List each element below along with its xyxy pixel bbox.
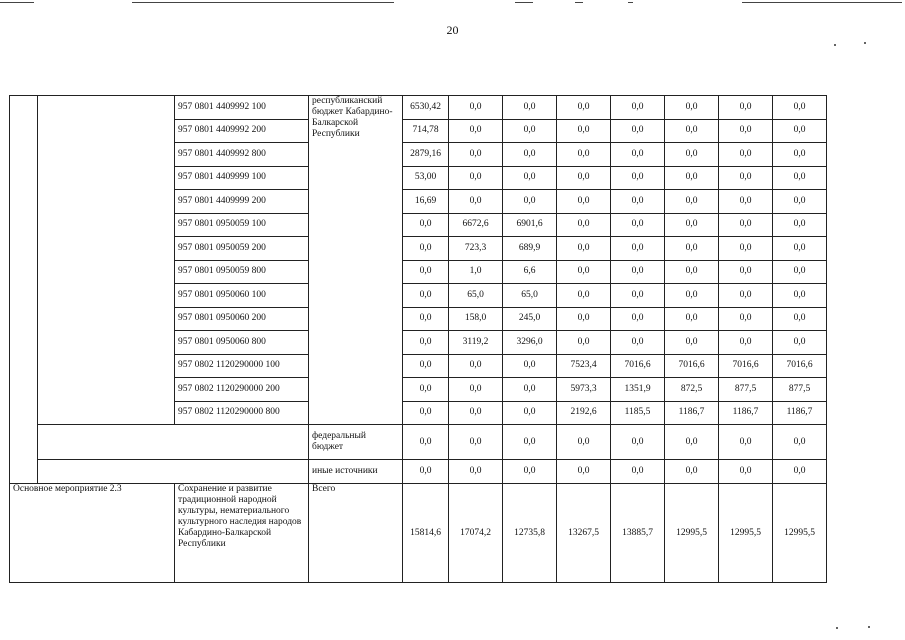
- value-cell: 0,0: [719, 460, 773, 484]
- value-cell: 17074,2: [449, 484, 503, 583]
- value-cell: 0,0: [557, 166, 611, 190]
- value-cell: 0,0: [449, 354, 503, 378]
- value-cell: 0,0: [611, 143, 665, 167]
- value-cell: 0,0: [403, 237, 449, 261]
- value-cell: 0,0: [773, 190, 827, 214]
- scan-speck: [864, 42, 866, 44]
- value-cell: 0,0: [557, 331, 611, 355]
- value-cell: 12995,5: [719, 484, 773, 583]
- value-cell: 877,5: [719, 378, 773, 402]
- value-cell: 12995,5: [665, 484, 719, 583]
- value-cell: 12735,8: [503, 484, 557, 583]
- funding-source: республиканский бюджет Кабардино-Балкарской Республики: [309, 96, 403, 425]
- value-cell: 0,0: [611, 96, 665, 120]
- value-cell: 0,0: [719, 96, 773, 120]
- value-cell: 5973,3: [557, 378, 611, 402]
- value-cell: 0,0: [403, 378, 449, 402]
- value-cell: 12995,5: [773, 484, 827, 583]
- table-row: [10, 96, 827, 120]
- scan-artifact-line: [515, 2, 533, 3]
- value-cell: 0,0: [403, 284, 449, 308]
- value-cell: 0,0: [503, 96, 557, 120]
- value-cell: 0,0: [449, 190, 503, 214]
- value-cell: 0,0: [449, 460, 503, 484]
- value-cell: 0,0: [403, 354, 449, 378]
- value-cell: 0,0: [719, 213, 773, 237]
- budget-code: 957 0801 0950060 800: [175, 331, 309, 355]
- scan-artifact-line: [0, 2, 34, 3]
- value-cell: 15814,6: [403, 484, 449, 583]
- value-cell: 0,0: [773, 307, 827, 331]
- budget-table: [9, 95, 827, 583]
- value-cell: 1185,5: [611, 401, 665, 425]
- value-cell: 16,69: [403, 190, 449, 214]
- value-cell: 0,0: [665, 260, 719, 284]
- value-cell: 0,0: [719, 331, 773, 355]
- budget-code: 957 0801 0950059 100: [175, 213, 309, 237]
- value-cell: 0,0: [403, 331, 449, 355]
- value-cell: 0,0: [665, 425, 719, 460]
- value-cell: 65,0: [503, 284, 557, 308]
- measure-label: Основное мероприятие 2.3: [10, 484, 175, 583]
- scan-artifact-line: [132, 2, 394, 3]
- value-cell: 1186,7: [719, 401, 773, 425]
- value-cell: 3296,0: [503, 331, 557, 355]
- value-cell: 0,0: [773, 119, 827, 143]
- value-cell: 0,0: [719, 237, 773, 261]
- value-cell: 0,0: [719, 307, 773, 331]
- value-cell: 0,0: [403, 307, 449, 331]
- scan-artifact-line: [628, 2, 633, 3]
- value-cell: 0,0: [773, 460, 827, 484]
- value-cell: 0,0: [611, 460, 665, 484]
- value-cell: 0,0: [403, 260, 449, 284]
- value-cell: 0,0: [503, 378, 557, 402]
- value-cell: 0,0: [503, 425, 557, 460]
- empty-cell: [38, 460, 309, 484]
- value-cell: 0,0: [557, 119, 611, 143]
- value-cell: 0,0: [611, 119, 665, 143]
- value-cell: 0,0: [503, 166, 557, 190]
- value-cell: 0,0: [719, 284, 773, 308]
- value-cell: 877,5: [773, 378, 827, 402]
- value-cell: 0,0: [719, 425, 773, 460]
- value-cell: 0,0: [503, 401, 557, 425]
- value-cell: 0,0: [719, 190, 773, 214]
- value-cell: 0,0: [665, 119, 719, 143]
- budget-code: 957 0802 1120290000 800: [175, 401, 309, 425]
- value-cell: 0,0: [773, 237, 827, 261]
- budget-code: 957 0801 4409999 200: [175, 190, 309, 214]
- value-cell: 0,0: [557, 425, 611, 460]
- value-cell: 0,0: [665, 237, 719, 261]
- value-cell: 0,0: [611, 284, 665, 308]
- funding-source: федеральный бюджет: [309, 425, 403, 460]
- value-cell: 6,6: [503, 260, 557, 284]
- value-cell: 0,0: [719, 143, 773, 167]
- empty-cell: [38, 425, 309, 460]
- value-cell: 1186,7: [773, 401, 827, 425]
- value-cell: 0,0: [503, 119, 557, 143]
- value-cell: 0,0: [611, 260, 665, 284]
- value-cell: 0,0: [449, 96, 503, 120]
- value-cell: 0,0: [503, 190, 557, 214]
- value-cell: 0,0: [665, 307, 719, 331]
- value-cell: 0,0: [665, 96, 719, 120]
- measure-name: Сохранение и развитие традиционной народной культуры, нематериального культурного наследия народов Кабардино-Балкарской Республики: [175, 484, 309, 583]
- value-cell: 0,0: [611, 213, 665, 237]
- value-cell: 0,0: [557, 143, 611, 167]
- value-cell: 7016,6: [719, 354, 773, 378]
- value-cell: 0,0: [557, 213, 611, 237]
- scan-artifact-line: [742, 2, 902, 3]
- value-cell: 7016,6: [611, 354, 665, 378]
- budget-code: 957 0801 0950060 200: [175, 307, 309, 331]
- value-cell: 1351,9: [611, 378, 665, 402]
- table-row: [10, 484, 827, 583]
- value-cell: 7016,6: [665, 354, 719, 378]
- page-number: 20: [446, 23, 459, 37]
- value-cell: 0,0: [557, 96, 611, 120]
- value-cell: 0,0: [557, 307, 611, 331]
- value-cell: 7016,6: [773, 354, 827, 378]
- value-cell: 0,0: [665, 460, 719, 484]
- value-cell: 0,0: [403, 401, 449, 425]
- budget-code: 957 0801 4409992 100: [175, 96, 309, 120]
- value-cell: 0,0: [665, 284, 719, 308]
- value-cell: 53,00: [403, 166, 449, 190]
- value-cell: 0,0: [611, 237, 665, 261]
- value-cell: 0,0: [611, 166, 665, 190]
- value-cell: 0,0: [557, 190, 611, 214]
- value-cell: 0,0: [719, 260, 773, 284]
- value-cell: 0,0: [403, 213, 449, 237]
- budget-code: 957 0802 1120290000 100: [175, 354, 309, 378]
- value-cell: 65,0: [449, 284, 503, 308]
- value-cell: 0,0: [449, 143, 503, 167]
- value-cell: 0,0: [665, 331, 719, 355]
- budget-code: 957 0801 4409992 800: [175, 143, 309, 167]
- value-cell: 1,0: [449, 260, 503, 284]
- value-cell: 0,0: [449, 401, 503, 425]
- value-cell: 0,0: [773, 213, 827, 237]
- value-cell: 0,0: [449, 166, 503, 190]
- value-cell: 0,0: [557, 260, 611, 284]
- value-cell: 1186,7: [665, 401, 719, 425]
- value-cell: 0,0: [503, 143, 557, 167]
- value-cell: 245,0: [503, 307, 557, 331]
- value-cell: 0,0: [557, 284, 611, 308]
- value-cell: 0,0: [773, 166, 827, 190]
- value-cell: 0,0: [773, 284, 827, 308]
- value-cell: 6672,6: [449, 213, 503, 237]
- value-cell: 0,0: [403, 425, 449, 460]
- value-cell: 158,0: [449, 307, 503, 331]
- value-cell: 0,0: [449, 378, 503, 402]
- value-cell: 7523,4: [557, 354, 611, 378]
- value-cell: 0,0: [773, 96, 827, 120]
- scan-speck: [834, 44, 836, 46]
- value-cell: 6901,6: [503, 213, 557, 237]
- scan-speck: [868, 626, 870, 628]
- funding-source: иные источники: [309, 460, 403, 484]
- value-cell: 0,0: [665, 213, 719, 237]
- value-cell: 0,0: [719, 119, 773, 143]
- value-cell: 13885,7: [611, 484, 665, 583]
- value-cell: 0,0: [773, 425, 827, 460]
- value-cell: 0,0: [773, 260, 827, 284]
- funding-source: Всего: [309, 484, 403, 583]
- budget-code: 957 0801 0950059 800: [175, 260, 309, 284]
- value-cell: 872,5: [665, 378, 719, 402]
- value-cell: 0,0: [611, 331, 665, 355]
- value-cell: 0,0: [773, 143, 827, 167]
- budget-code: 957 0801 4409999 100: [175, 166, 309, 190]
- value-cell: 0,0: [719, 166, 773, 190]
- scan-artifact-line: [575, 2, 583, 3]
- empty-cell: [38, 96, 175, 425]
- value-cell: 2192,6: [557, 401, 611, 425]
- value-cell: 0,0: [773, 331, 827, 355]
- value-cell: 0,0: [611, 425, 665, 460]
- table-row: [10, 460, 827, 484]
- value-cell: 3119,2: [449, 331, 503, 355]
- table-row: [10, 425, 827, 460]
- value-cell: 723,3: [449, 237, 503, 261]
- value-cell: 0,0: [449, 425, 503, 460]
- value-cell: 0,0: [503, 354, 557, 378]
- value-cell: 0,0: [503, 460, 557, 484]
- value-cell: 2879,16: [403, 143, 449, 167]
- empty-cell: [10, 96, 38, 484]
- budget-code: 957 0801 0950059 200: [175, 237, 309, 261]
- value-cell: 689,9: [503, 237, 557, 261]
- budget-code: 957 0801 4409992 200: [175, 119, 309, 143]
- scan-speck: [836, 627, 838, 629]
- budget-code: 957 0801 0950060 100: [175, 284, 309, 308]
- value-cell: 0,0: [611, 307, 665, 331]
- value-cell: 6530,42: [403, 96, 449, 120]
- value-cell: 0,0: [665, 166, 719, 190]
- value-cell: 714,78: [403, 119, 449, 143]
- value-cell: 0,0: [557, 460, 611, 484]
- value-cell: 0,0: [665, 143, 719, 167]
- value-cell: 0,0: [403, 460, 449, 484]
- value-cell: 0,0: [449, 119, 503, 143]
- value-cell: 0,0: [665, 190, 719, 214]
- value-cell: 0,0: [611, 190, 665, 214]
- budget-code: 957 0802 1120290000 200: [175, 378, 309, 402]
- value-cell: 13267,5: [557, 484, 611, 583]
- value-cell: 0,0: [557, 237, 611, 261]
